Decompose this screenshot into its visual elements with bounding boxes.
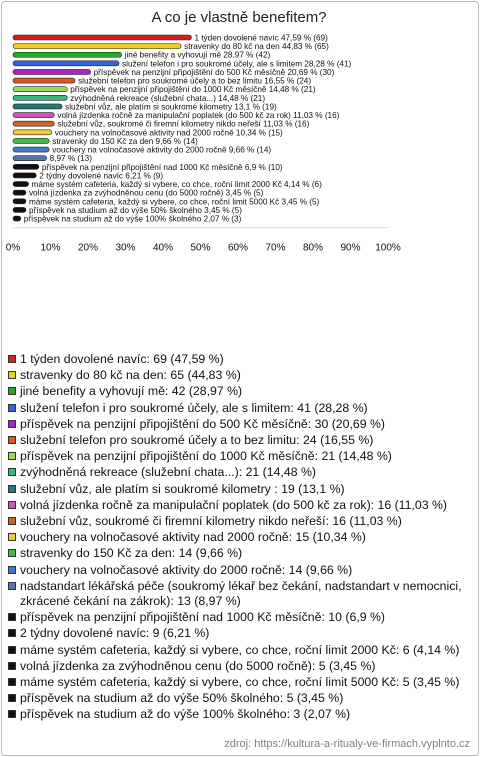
legend-item-18 [8,643,470,658]
legend-swatch-15 [8,582,16,590]
bar-16 [13,164,39,169]
legend-item-12 [8,530,470,545]
legend-text-4: služení telefon i pro soukromé účely, ale s limitem: 41 (28,28 %) [20,400,368,415]
legend-text-21: příspěvek na studium až do výše 50% školného: 5 (3,45 %) [20,691,344,706]
bar-label-8: zvýhodněná rekreace (služební chata...) 14,48 % (21) [70,93,266,103]
legend-text-10: volná jízdenka ročně za manipulační poplatek (do 500 kč za rok): 16 (11,03 %) [20,497,447,512]
legend-swatch-18 [8,646,16,654]
bar-7 [13,87,67,92]
legend-swatch-20 [8,678,16,686]
bar-22 [13,216,21,221]
chart-title: A co je vlastně benefitem? [151,9,327,26]
bar-label-21: příspěvek na studium až do výše 50% školného 3,45 % (5) [28,205,242,215]
bar-label-4: služení telefon i pro soukromé účely, ale s limitem 28,28 % (41) [122,59,352,69]
legend-item-22 [8,707,470,722]
legend-item-16 [8,610,470,625]
x-tick-label-6: 60% [227,242,249,254]
legend-item-19 [8,659,470,674]
legend-text-19: volná jízdenka za zvýhodněnou cenu (do 5000 ročně): 5 (3,45 %) [20,658,376,673]
legend-swatch-4 [8,404,16,412]
bar-label-3: jiné benefity a vyhovují mě 28,97 % (42) [124,50,271,60]
legend-swatch-9 [8,485,16,493]
legend-text-15: nadstandart lékářská péče (soukromý lékař bez čekání, nadstandart v nemocnici, zkrácené čekání na zákrok): 13 (8,97 %) [20,578,462,609]
bar-15 [13,156,47,161]
legend-item-3 [8,384,470,399]
bar-20 [13,199,26,204]
legend-swatch-10 [8,501,16,509]
legend-swatch-13 [8,549,16,557]
legend-item-20 [8,675,470,690]
x-tick-label-8: 80% [302,242,324,254]
bar-label-12: vouchery na volnočasové aktivity nad 2000 ročně 10,34 % (15) [54,128,283,138]
x-tick-label-4: 40% [152,242,174,254]
x-tick-label-1: 10% [40,242,61,254]
legend-text-14: vouchery na volnočasové aktivity do 2000 ročně: 14 (9,66 %) [20,562,353,577]
chart-legend [8,352,470,724]
legend-text-13: stravenky do 150 Kč za den: 14 (9,66 %) [20,546,243,561]
bar-label-19: volná jízdenka za zvýhodněnou cenu (do 5000 ročně) 3,45 % (5) [28,188,264,198]
legend-swatch-16 [8,613,16,621]
bar-5 [13,69,91,74]
legend-text-7: příspěvek na penzijní připojištění do 1000 Kč měsíčně: 21 (14,48 %) [20,449,392,464]
bar-label-5: příspěvek na penzijní připojištění do 500 Kč měsíčně 20,69 % (30) [93,67,335,77]
legend-text-2: stravenky do 80 kč na den: 65 (44,83 %) [20,368,241,383]
bar-label-13: stravenky do 150 Kč za den 9,66 % (14) [52,136,198,146]
bar-19 [13,190,26,195]
legend-item-14 [8,563,470,578]
bar-label-16: příspěvek na penzijní připojištění nad 1000 Kč měsíčně 6,9 % (10) [41,162,283,172]
legend-text-16: příspěvek na penzijní připojištění nad 1000 Kč měsíčně: 10 (6,9 %) [20,610,386,625]
legend-swatch-2 [8,371,16,379]
legend-item-2 [8,368,470,383]
legend-text-17: 2 týdny dovolené navíc: 9 (6,21 %) [20,626,210,641]
bar-chart [0,0,480,350]
legend-swatch-8 [8,468,16,476]
legend-item-5 [8,417,470,432]
x-tick-label-5: 50% [190,242,211,254]
legend-text-11: služební vůz, soukromé či firemní kilometry nikdo neřeší: 16 (11,03 %) [20,514,402,529]
x-tick-label-10: 100% [375,242,401,254]
legend-text-22: příspěvek na studium až do výše 100% školného: 3 (2,07 %) [20,707,351,722]
x-tick-label-2: 20% [77,242,99,254]
x-tick-label-7: 70% [265,242,286,254]
bar-11 [13,121,54,126]
legend-text-20: máme systém cafeteria, každý si vybere, co chce, roční limit 5000 Kč: 5 (3,45 %) [20,675,460,690]
legend-item-17 [8,626,470,641]
legend-item-8 [8,465,470,480]
x-tick-label-3: 30% [115,242,136,254]
legend-text-9: služební vůz, ale platím si soukromé kilometry : 19 (13,1 %) [20,481,345,496]
legend-swatch-17 [8,629,16,637]
bar-label-7: příspěvek na penzijní připojištění do 1000 Kč měsíčně 14,48 % (21) [70,85,316,95]
bar-label-10: volná jízdenka ročně za manipulační poplatek (do 500 kč za rok) 11,03 % (16) [57,111,340,121]
bar-6 [13,78,75,83]
bar-10 [13,113,54,118]
bar-13 [13,138,49,143]
bar-17 [13,173,36,178]
legend-item-11 [8,514,470,529]
bar-label-9: služební vůz, ale platím si soukromé kilometry 13,1 % (19) [65,102,277,112]
legend-text-1: 1 týden dovolené navíc: 69 (47,59 %) [20,352,224,366]
legend-item-13 [8,546,470,561]
legend-swatch-22 [8,710,16,718]
bar-14 [13,147,49,152]
legend-text-18: máme systém cafeteria, každý si vybere, co chce, roční limit 2000 Kč: 6 (4,14 %) [20,642,460,657]
legend-text-6: služební telefon pro soukromé účely a to bez limitu: 24 (16,55 %) [20,433,374,448]
bar-label-11: služební vůz, soukromé či firemní kilometry nikdo neřeší 11,03 % (16) [57,119,310,129]
legend-swatch-7 [8,452,16,460]
bar-18 [13,182,29,187]
bar-9 [13,104,62,109]
bar-3 [13,52,122,57]
legend-swatch-3 [8,387,16,395]
legend-text-12: vouchery na volnočasové aktivity nad 2000 ročně: 15 (10,34 %) [20,530,366,545]
legend-item-15 [8,579,470,609]
legend-swatch-21 [8,694,16,702]
bar-21 [13,207,26,212]
bar-2 [13,44,181,49]
legend-text-3: jiné benefity a vyhovují mě: 42 (28,97 %) [20,384,243,399]
bar-label-18: máme systém cafeteria, každý si vybere, co chce, roční limit 2000 Kč 4,14 % (6) [31,180,322,190]
bar-label-20: máme systém cafeteria, každý si vybere, co chce, roční limit 5000 Kč 3,45 % (5) [28,197,320,207]
legend-item-9 [8,482,470,497]
legend-item-4 [8,401,470,416]
bar-label-15: 8,97 % (13) [49,154,92,164]
bar-label-1: 1 týden dovolené navíc 47,59 % (69) [194,33,328,43]
bar-label-6: služební telefon pro soukromé účely a to bez limitu 16,55 % (24) [78,76,312,86]
legend-item-10 [8,498,470,513]
legend-swatch-12 [8,533,16,541]
bar-label-22: příspěvek na studium až do výše 100% školného 2,07 % (3) [23,214,242,224]
legend-swatch-19 [8,662,16,670]
legend-item-7 [8,449,470,464]
legend-swatch-6 [8,436,16,444]
legend-text-5: příspěvek na penzijní připojištění do 500 Kč měsíčně: 30 (20,69 %) [20,416,386,431]
bar-1 [13,35,191,40]
x-tick-label-0: 0% [5,242,21,254]
bar-12 [13,130,52,135]
legend-item-21 [8,691,470,706]
legend-swatch-11 [8,517,16,525]
source-note: zdroj: https://kultura-a-ritualy-ve-firmach.vyplnto.cz [224,738,470,750]
legend-text-8: zvýhodněná rekreace (služební chata...): 21 (14,48 %) [20,465,316,480]
bar-4 [13,61,119,66]
bar-label-17: 2 týdny dovolené navíc 6,21 % (9) [39,171,164,181]
bar-8 [13,95,67,100]
legend-swatch-14 [8,566,16,574]
legend-swatch-5 [8,420,16,428]
bar-label-14: vouchery na volnočasové aktivity do 2000 ročně 9,66 % (14) [52,145,272,155]
bar-label-2: stravenky do 80 kč na den 44,83 % (65) [184,42,329,52]
legend-swatch-1 [8,355,16,363]
legend-item-1 [8,352,470,367]
x-tick-label-9: 90% [340,242,361,254]
legend-item-6 [8,433,470,448]
